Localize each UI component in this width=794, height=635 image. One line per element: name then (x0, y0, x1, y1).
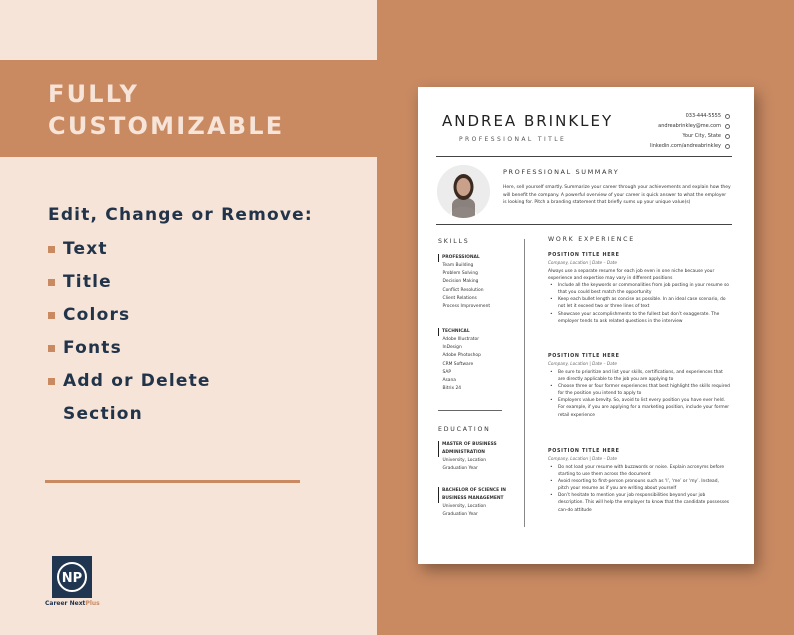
contact-linkedin: linkedin.com/andreabrinkley (630, 141, 730, 151)
job-bullet: • Showcase your accomplishments to the fullest but don’t exaggerate. The employer tends to ask related questions in the interview (548, 311, 730, 325)
job-bullet: • Be sure to prioritize and list your skills, certifications, and experiences that are directly applicable to the job you are applying to (548, 369, 730, 383)
job-bullet: • Keep each bullet length as concise as possible. In an ideal case scenario, do not let it exceed two or three lines of text (548, 296, 730, 310)
brand-name: Career NextPlus (45, 600, 100, 607)
education-entry: BACHELOR OF SCIENCE IN BUSINESS MANAGEMENT University, Location Graduation Year (438, 487, 506, 519)
resume-contact (630, 111, 730, 151)
feature-item: Title (48, 269, 211, 302)
skills-title: SKILLS (438, 238, 470, 245)
skills-professional: PROFESSIONAL Team Building Problem Solving Decision Making Conflict Resolution Client Relations Process Improvement (438, 254, 490, 311)
summary-title: PROFESSIONAL SUMMARY (503, 168, 620, 176)
summary-rule (436, 224, 732, 225)
feature-item: Colors (48, 302, 211, 335)
contact-email: andreabrinkley@me.com (630, 121, 730, 131)
job-bullet: • Do not load your resume with buzzwords or noise. Explain acronyms before starting to use them across the document (548, 464, 730, 478)
job-bullet: • Employers value brevity. So, avoid to list every position you have ever held. For example, if you are applying for a marketing position, include your former retail experience (548, 397, 730, 418)
resume-professional-title: PROFESSIONAL TITLE (459, 136, 567, 143)
promo-headline (48, 78, 284, 142)
profile-photo-icon (437, 165, 490, 218)
feature-item: Fonts (48, 335, 211, 368)
promo-divider (45, 480, 300, 483)
resume-preview (418, 87, 754, 564)
feature-list (48, 236, 211, 434)
bullet-square-icon (48, 312, 55, 319)
linkedin-icon (725, 144, 730, 149)
skills-technical: TECHNICAL Adobe Illustrator InDesign Adobe Photoshop CRM Software SAP Asana Bitrix 24 (438, 328, 481, 393)
brand-logo (52, 556, 92, 598)
feature-item-continued: Section (63, 404, 143, 424)
column-divider (524, 239, 525, 527)
skills-rule (438, 410, 502, 411)
feature-item: Add or Delete (48, 368, 211, 401)
contact-location: Your City, State (630, 131, 730, 141)
svg-text:NP: NP (61, 571, 83, 586)
phone-icon (725, 114, 730, 119)
headline-line-1: FULLY (48, 80, 140, 108)
experience-title: WORK EXPERIENCE (548, 236, 635, 243)
bullet-square-icon (48, 279, 55, 286)
job-bullet: • Don’t hesitate to mention your job responsibilities beyond your job description. This will help the employer to know that the candidate possesses can-do attitude (548, 492, 730, 513)
bullet-square-icon (48, 345, 55, 352)
promo-top-panel (0, 0, 377, 60)
feature-item: Text (48, 236, 211, 269)
bullet-square-icon (48, 378, 55, 385)
header-rule (436, 156, 732, 157)
np-logo-icon (55, 560, 89, 594)
job-entry: POSITION TITLE HERE Company, Location | Date – Date • Do not load your resume with buzzwords or noise. Explain acronyms before starting to use them across the document • Avoid resorting to first-person pronouns such as ‘I’, ‘me’ or ‘my’. Instead, pitch your resume as if you are writing about yourself • Don’t hesitate to mention your job responsibilities beyond your job description. This will help the employer to know that the candidate possesses can-do attitude (548, 449, 730, 514)
email-icon (725, 124, 730, 129)
job-bullet: • Choose three or four former experiences that best highlight the skills required for the position you intend to apply to (548, 383, 730, 397)
profile-photo (437, 165, 490, 218)
job-entry: POSITION TITLE HERE Company, Location | Date – Date Always use a separate resume for each job even in one niche because your experience and expertise may vary in different positions • Include all the keywords or commonalities from job posting in your resume so that you could best match the opportunity • Keep each bullet length as concise as possible. In an ideal case scenario, do not let it exceed two or three lines of text • Showcase your accomplishments to the fullest but don’t exaggerate. The employer tends to ask related questions in the interview (548, 253, 730, 325)
job-bullet: • Include all the keywords or commonalities from job posting in your resume so that you could best match the opportunity (548, 282, 730, 296)
summary-text: Here, sell yourself smartly. Summarize your career through your achievements and explain how they will benefit the company. A powerful overview of your career is quick answer to what the employer is looking for. Pitch a branding statement that briefly sums up your unique value(s) (503, 185, 731, 205)
edit-title: Edit, Change or Remove: (48, 205, 313, 225)
resume-name: ANDREA BRINKLEY (442, 112, 614, 130)
education-title: EDUCATION (438, 426, 491, 433)
job-bullet: • Avoid resorting to first-person pronouns such as ‘I’, ‘me’ or ‘my’. Instead, pitch your resume as if you are writing about yourself (548, 478, 730, 492)
education-entry: MASTER OF BUSINESS ADMINISTRATION University, Location Graduation Year (438, 441, 497, 473)
job-entry: POSITION TITLE HERE Company, Location | Date – Date • Be sure to prioritize and list your skills, certifications, and experiences that are directly applicable to the job you are applying to • Choose three or four former experiences that best highlight the skills required for the position you intend to apply to • Employers value brevity. So, avoid to list every position you have ever held. For example, if you are applying for a marketing position, include your former retail experience (548, 354, 730, 419)
headline-line-2: CUSTOMIZABLE (48, 112, 285, 140)
location-icon (725, 134, 730, 139)
contact-phone: 033-444-5555 (630, 111, 730, 121)
bullet-square-icon (48, 246, 55, 253)
